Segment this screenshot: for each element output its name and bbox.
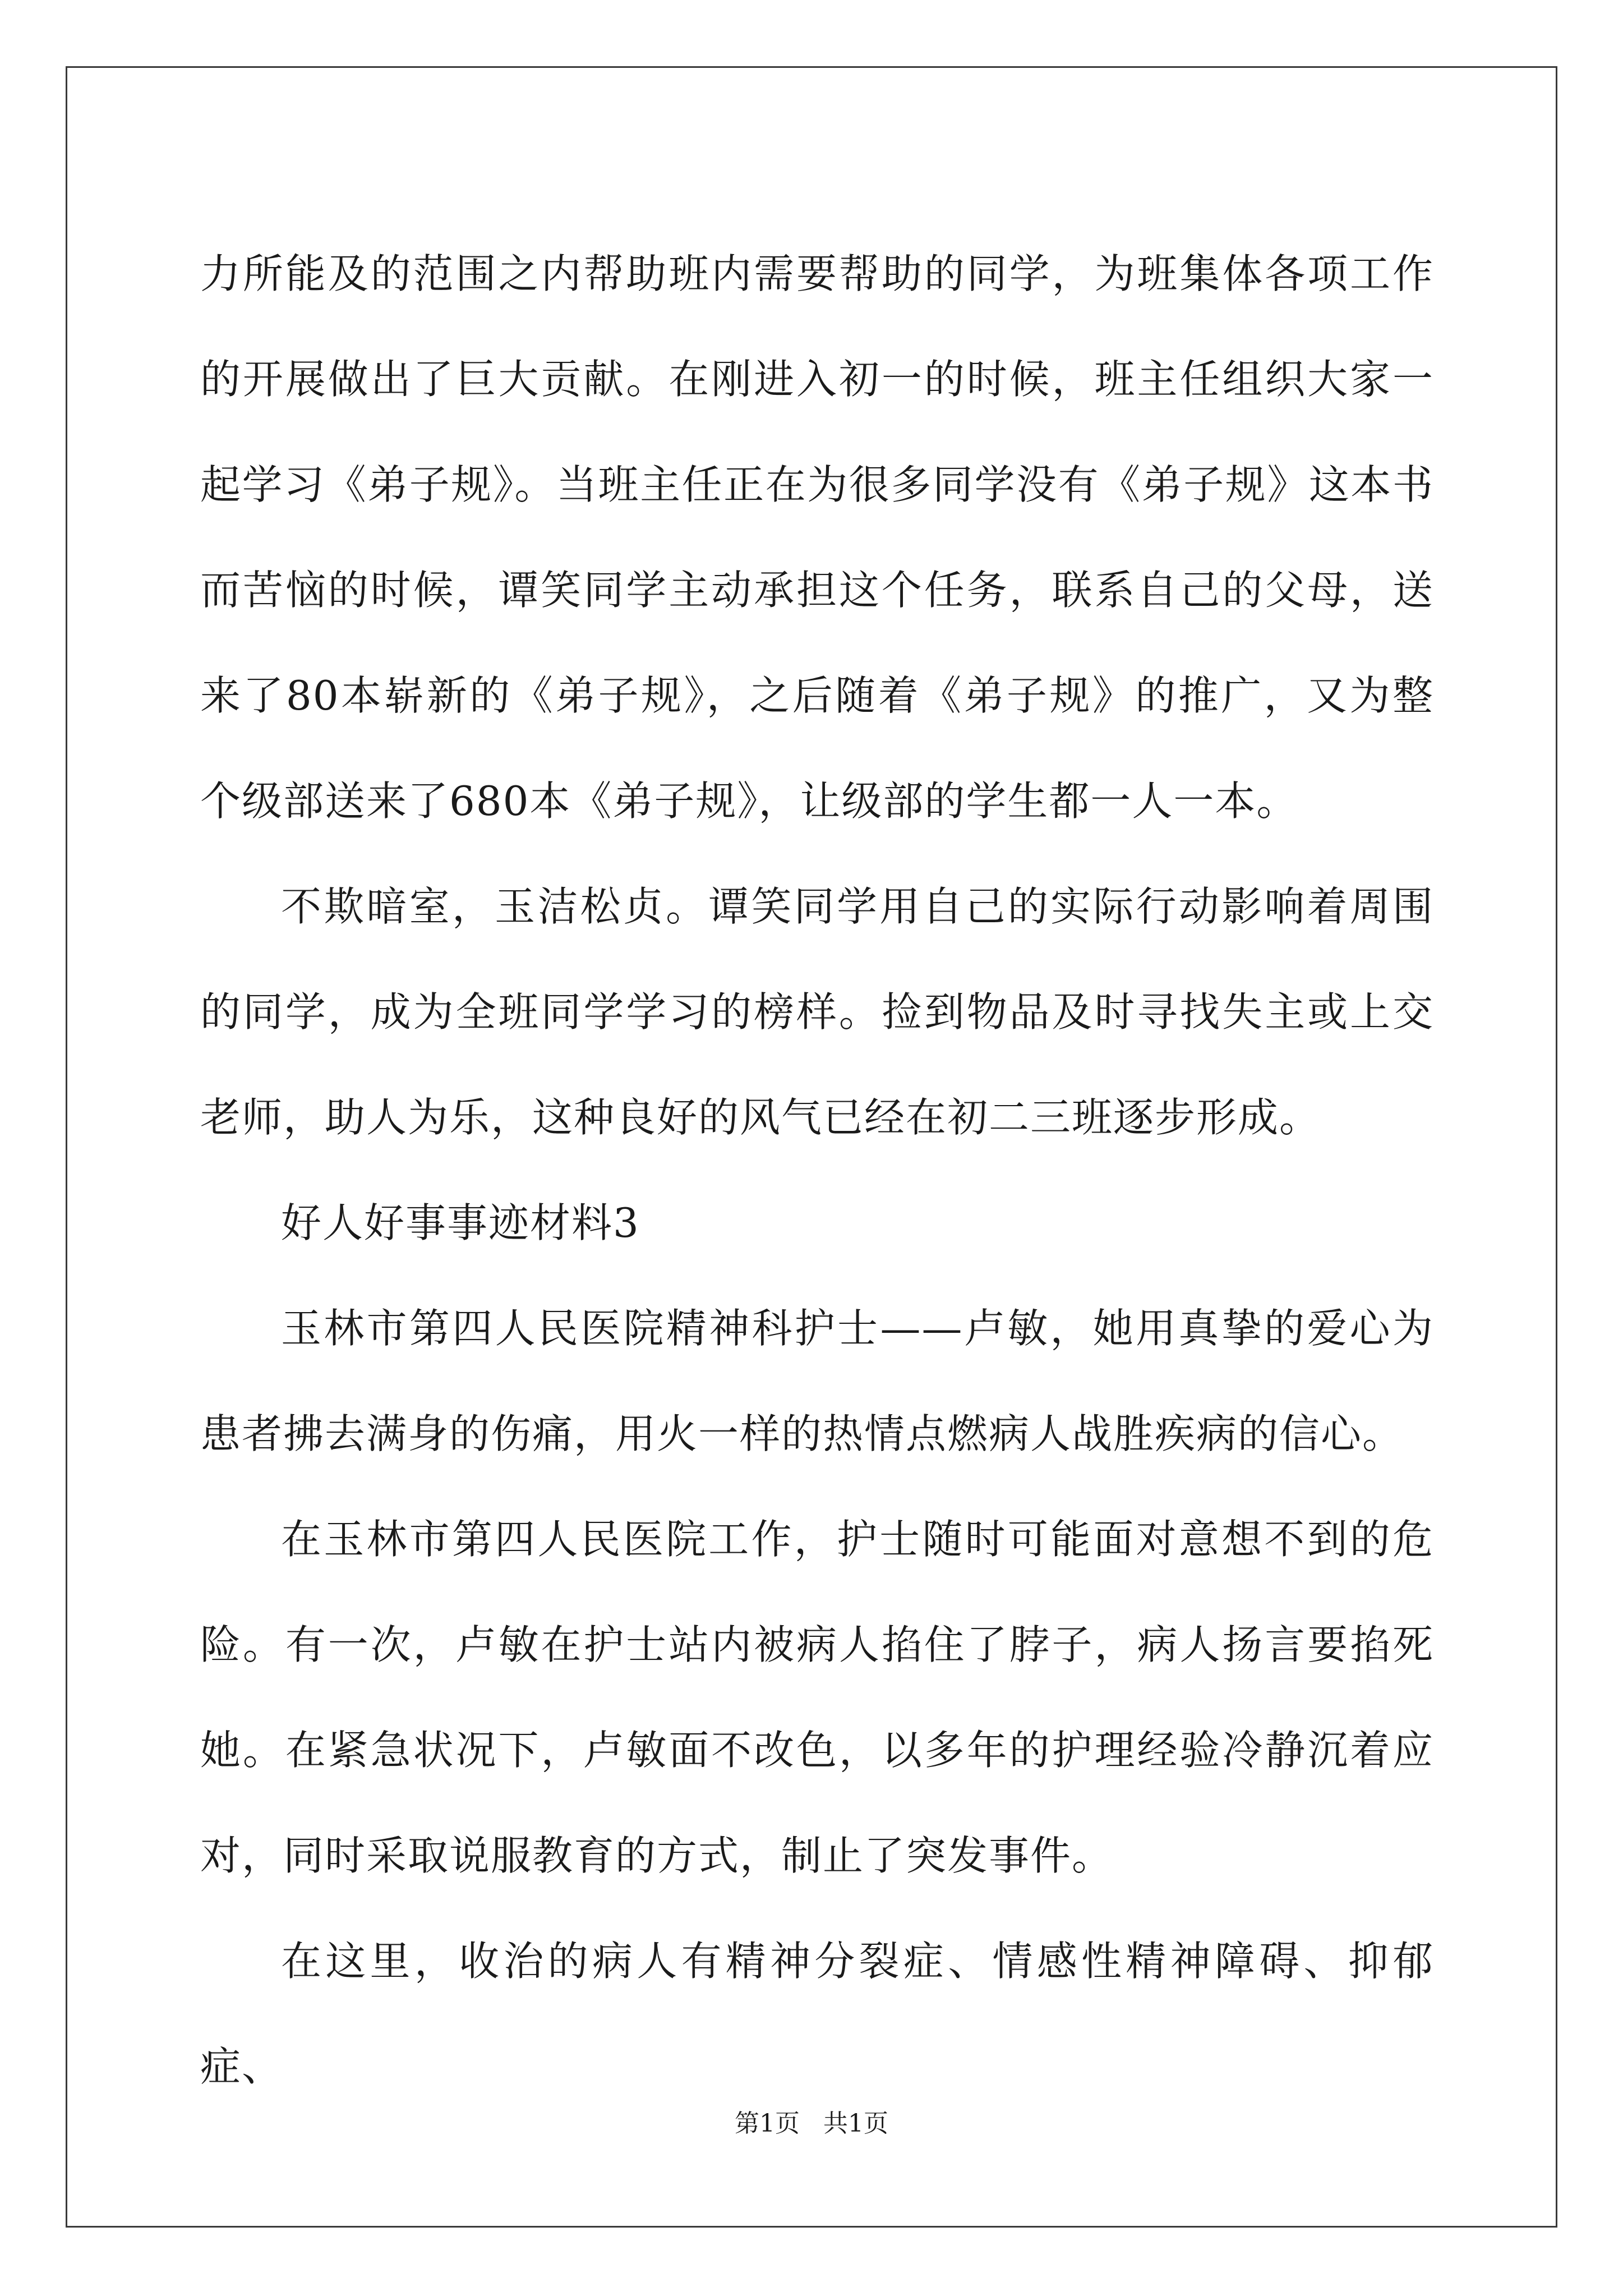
document-body	[200, 221, 1434, 2119]
page-total: 共1页	[823, 2109, 888, 2138]
paragraph-1: 力所能及的范围之内帮助班内需要帮助的同学，为班集体各项工作的开展做出了巨大贡献。在刚进入初一的时候，班主任组织大家一起学习《弟子规》。当班主任正在为很多同学没有《弟子规》这本书而苦恼的时候，谭笑同学主动承担这个任务，联系自己的父母，送来了80本崭新的《弟子规》，之后随着《弟子规》的推广，又为整个级部送来了680本《弟子规》，让级部的学生都一人一本。	[200, 250, 1434, 825]
section-heading: 好人好事事迹材料3	[281, 1199, 640, 1246]
page-number: 第1页	[735, 2109, 800, 2138]
paragraph-3: 玉林市第四人民医院精神科护士——卢敏，她用真挚的爱心为患者拂去满身的伤痛，用火一样的热情点燃病人战胜疾病的信心。	[200, 1305, 1434, 1457]
paragraph-5: 在这里，收治的病人有精神分裂症、情感性精神障碍、抑郁症、	[200, 1938, 1434, 2090]
page-footer	[0, 2107, 1623, 2141]
paragraph-2: 不欺暗室，玉洁松贞。谭笑同学用自己的实际行动影响着周围的同学，成为全班同学学习的榜样。捡到物品及时寻找失主或上交老师，助人为乐，这种良好的风气已经在初二三班逐步形成。	[200, 883, 1434, 1141]
paragraph-4: 在玉林市第四人民医院工作，护士随时可能面对意想不到的危险。有一次，卢敏在护士站内被病人掐住了脖子，病人扬言要掐死她。在紧急状况下，卢敏面不改色，以多年的护理经验冷静沉着应对，同时采取说服教育的方式，制止了突发事件。	[200, 1516, 1434, 1879]
